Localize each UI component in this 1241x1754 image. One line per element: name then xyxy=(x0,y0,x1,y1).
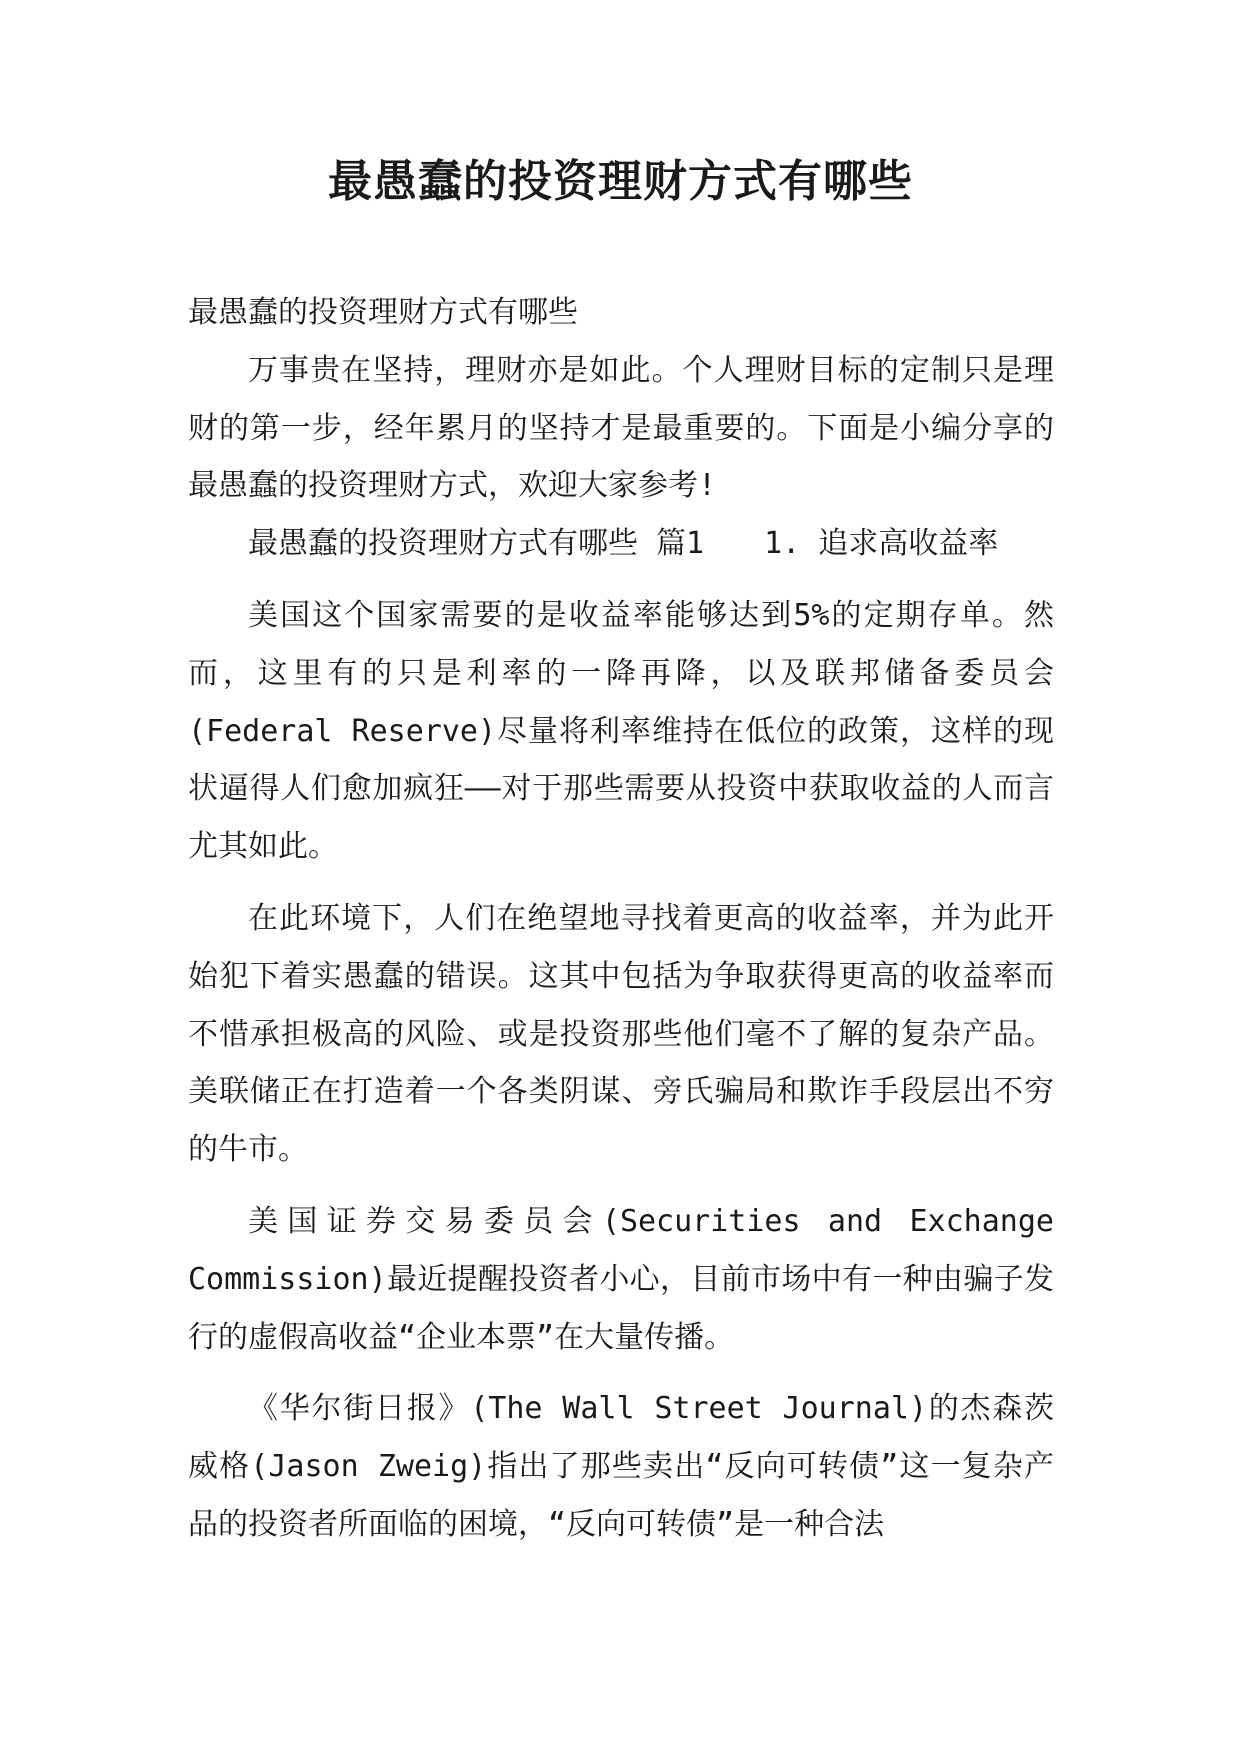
paragraph-intro: 万事贵在坚持，理财亦是如此。个人理财目标的定制只是理财的第一步，经年累月的坚持才是最重要的。下面是小编分享的最愚蠢的投资理财方式，欢迎大家参考! xyxy=(188,352,1054,504)
paragraph-section-heading: 最愚蠢的投资理财方式有哪些 篇1 1. 追求高收益率 xyxy=(248,526,999,562)
paragraph-subtitle: 最愚蠢的投资理财方式有哪些 xyxy=(188,295,578,330)
document-body xyxy=(188,284,1054,1554)
document-title: 最愚蠢的投资理财方式有哪些 xyxy=(328,156,913,207)
paragraph-body: 在此环境下，人们在绝望地寻找着更高的收益率，并为此开始犯下着实愚蠢的错误。这其中包括为争取获得更高的收益率而不惜承担极高的风险、或是投资那些他们毫不了解的复杂产品。美联储正在打造着一个各类阴谋、旁氏骗局和欺诈手段层出不穷的牛市。 xyxy=(188,900,1054,1168)
paragraph-body: 《华尔街日报》(The Wall Street Journal)的杰森茨威格(Jason Zweig)指出了那些卖出“反向可转债”这一复杂产品的投资者所面临的困境，“反向可转债”是一种合法 xyxy=(188,1391,1054,1542)
paragraph-body: 美国这个国家需要的是收益率能够达到5%的定期存单。然而，这里有的只是利率的一降再降，以及联邦储备委员会(Federal Reserve)尽量将利率维持在低位的政策，这样的现状逼得人们愈加疯狂——对于那些需要从投资中获取收益的人而言尤其如此。 xyxy=(188,597,1054,865)
paragraph-body: 美国证券交易委员会(Securities and Exchange Commission)最近提醒投资者小心，目前市场中有一种由骗子发行的虚假高收益“企业本票”在大量传播。 xyxy=(188,1203,1054,1355)
